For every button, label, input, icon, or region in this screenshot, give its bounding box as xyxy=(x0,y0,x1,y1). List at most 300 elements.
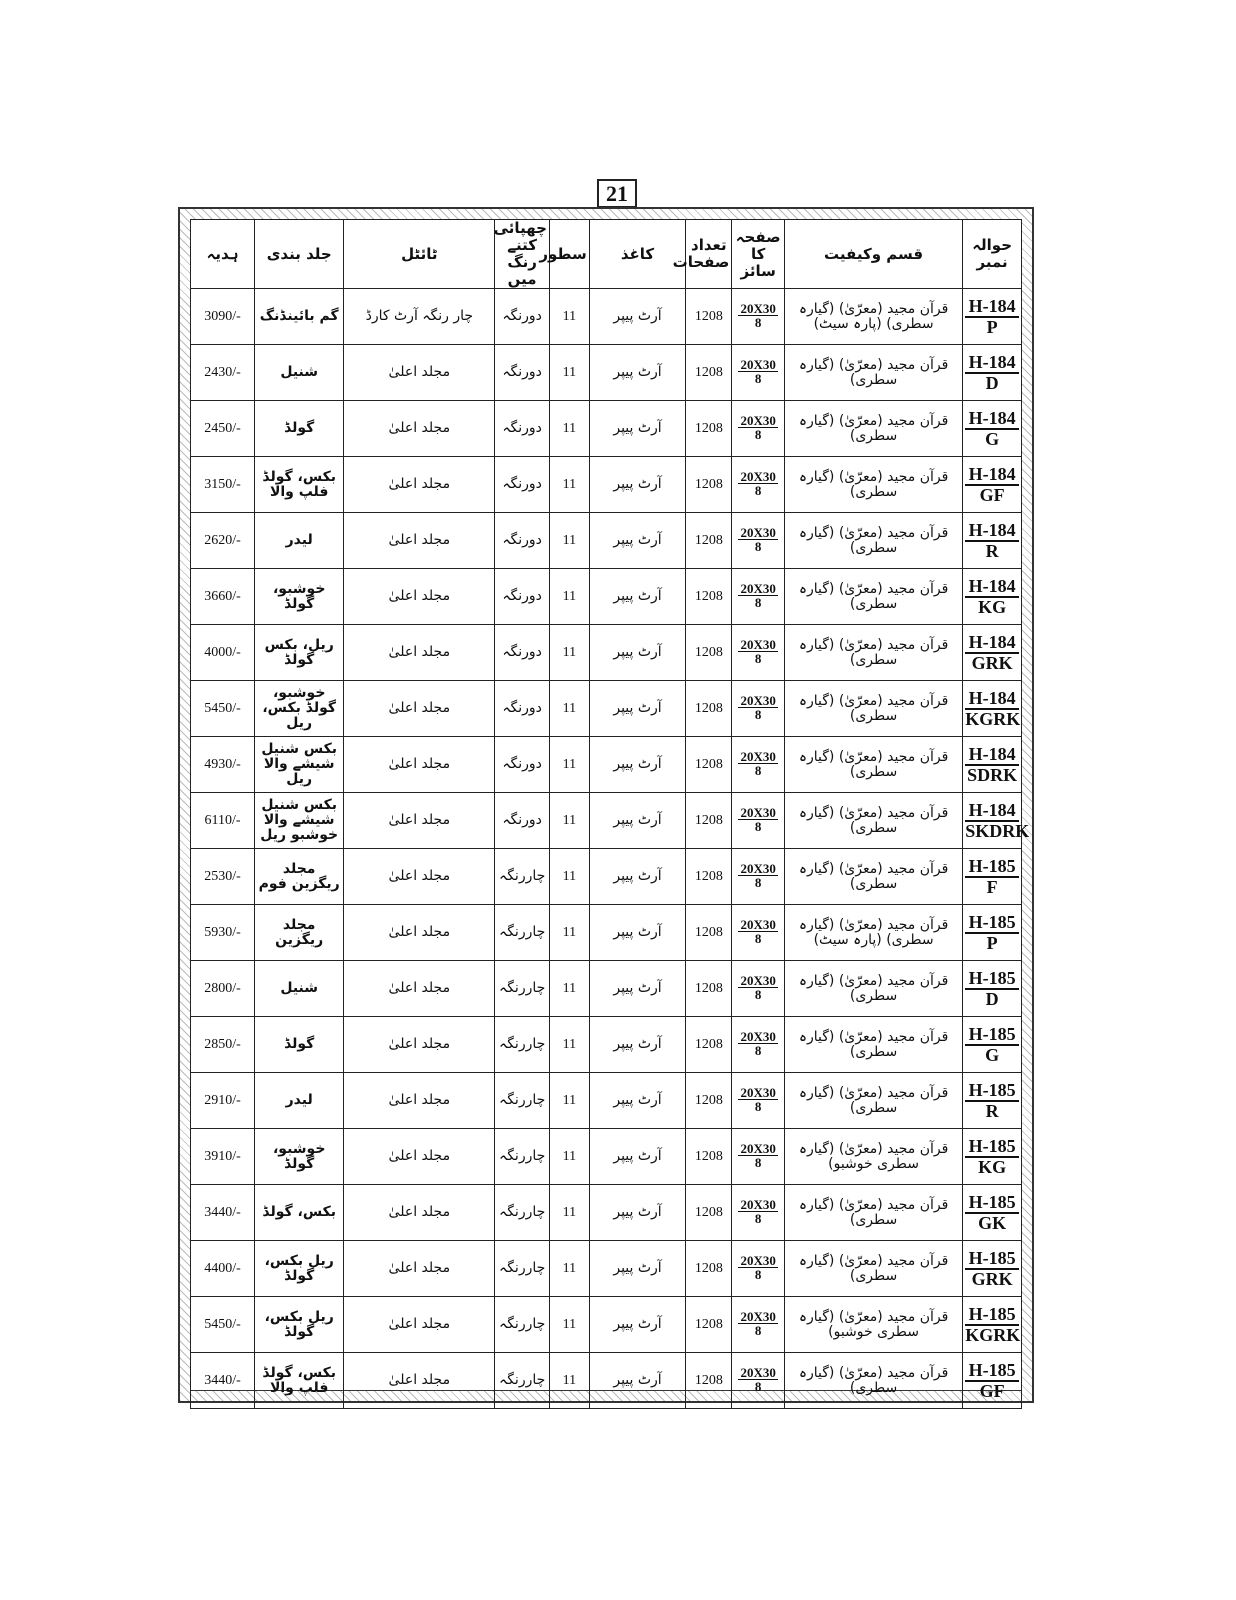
page-size-numerator: 20X30 xyxy=(740,357,776,372)
header-title: ٹائٹل xyxy=(344,220,495,289)
table-row xyxy=(191,1241,1022,1297)
page-count-cell: 1208 xyxy=(686,1073,732,1129)
decorative-border-frame xyxy=(178,207,1034,1403)
page-size-cell xyxy=(732,457,784,513)
title-cell: مجلد اعلیٰ xyxy=(344,681,495,737)
table-row xyxy=(191,1297,1022,1353)
ref-cell xyxy=(963,1241,1022,1297)
ref-code: D xyxy=(985,372,999,393)
binding-cell: گم بائینڈنگ xyxy=(255,289,344,345)
ref-cell xyxy=(963,1297,1022,1353)
description-cell xyxy=(784,625,962,681)
ref-code: KG xyxy=(978,596,1007,617)
ref-code: GF xyxy=(979,484,1005,505)
ref-code: G xyxy=(985,1044,1000,1065)
ref-code: P xyxy=(986,316,998,337)
ref-cell xyxy=(963,681,1022,737)
price-cell: 5930/- xyxy=(191,905,255,961)
page-size-denominator: 8 xyxy=(754,1211,762,1226)
ref-number: H-185 xyxy=(965,1361,1019,1382)
price-cell: 3090/- xyxy=(191,289,255,345)
ref-number: H-184 xyxy=(965,577,1019,598)
ref-number: H-184 xyxy=(965,745,1019,766)
page-size-denominator: 8 xyxy=(754,1379,762,1394)
title-cell: مجلد اعلیٰ xyxy=(344,625,495,681)
description-cell xyxy=(784,1073,962,1129)
binding-cell: لیدر xyxy=(255,513,344,569)
print-colors-cell: دورنگہ xyxy=(495,681,550,737)
lines-cell: 11 xyxy=(549,905,589,961)
price-cell: 4930/- xyxy=(191,737,255,793)
header-print-colors: چھپائی کتنے رنگ میں xyxy=(495,220,550,289)
paper-cell: آرٹ پیپر xyxy=(589,289,686,345)
ref-cell xyxy=(963,457,1022,513)
price-cell: 3150/- xyxy=(191,457,255,513)
paper-cell: آرٹ پیپر xyxy=(589,1073,686,1129)
binding-cell: ریل، بکس گولڈ xyxy=(255,625,344,681)
ref-code: KG xyxy=(978,1156,1007,1177)
ref-number: H-184 xyxy=(965,465,1019,486)
ref-cell xyxy=(963,513,1022,569)
ref-number: H-185 xyxy=(965,1081,1019,1102)
page-count-cell: 1208 xyxy=(686,289,732,345)
page-size-numerator: 20X30 xyxy=(740,749,776,764)
binding-cell: بکس، گولڈ فلپ والا xyxy=(255,457,344,513)
description-cell xyxy=(784,289,962,345)
binding-cell: گولڈ xyxy=(255,401,344,457)
paper-cell: آرٹ پیپر xyxy=(589,1241,686,1297)
price-cell: 2530/- xyxy=(191,849,255,905)
paper-cell: آرٹ پیپر xyxy=(589,345,686,401)
header-paper: کاغذ xyxy=(589,220,686,289)
page-size-numerator: 20X30 xyxy=(740,413,776,428)
table-row xyxy=(191,1017,1022,1073)
lines-cell: 11 xyxy=(549,681,589,737)
paper-cell: آرٹ پیپر xyxy=(589,1129,686,1185)
description-cell xyxy=(784,905,962,961)
ref-code: F xyxy=(986,876,998,897)
description-text: قرآن مجید (معرّیٰ) (گیارہ سطری) xyxy=(798,1252,949,1284)
lines-cell: 11 xyxy=(549,1185,589,1241)
description-cell xyxy=(784,849,962,905)
page-count-cell: 1208 xyxy=(686,625,732,681)
ref-cell xyxy=(963,1129,1022,1185)
page-size-denominator: 8 xyxy=(754,1155,762,1170)
page-size-denominator: 8 xyxy=(754,651,762,666)
binding-cell: خوشبو، گولڈ xyxy=(255,1129,344,1185)
ref-number: H-185 xyxy=(965,969,1019,990)
description-cell xyxy=(784,1297,962,1353)
lines-cell: 11 xyxy=(549,1073,589,1129)
price-cell: 5450/- xyxy=(191,1297,255,1353)
ref-code: R xyxy=(985,1100,999,1121)
ref-cell xyxy=(963,793,1030,849)
description-text: قرآن مجید (معرّیٰ) (گیارہ سطری) xyxy=(798,1028,949,1060)
description-cell xyxy=(784,681,962,737)
price-cell: 2620/- xyxy=(191,513,255,569)
description-cell xyxy=(784,1241,962,1297)
price-cell: 3440/- xyxy=(191,1185,255,1241)
page-size-cell xyxy=(732,961,784,1017)
print-colors-cell: دورنگہ xyxy=(495,289,550,345)
ref-number: H-185 xyxy=(965,913,1019,934)
lines-cell: 11 xyxy=(549,345,589,401)
description-cell xyxy=(784,1129,962,1185)
page-size-cell xyxy=(732,1129,784,1185)
binding-cell: لیدر xyxy=(255,1073,344,1129)
ref-code: G xyxy=(985,428,1000,449)
print-colors-cell: دورنگہ xyxy=(495,345,550,401)
page-size-numerator: 20X30 xyxy=(740,581,776,596)
binding-cell: خوشبو، گولڈ بکس، ریل xyxy=(255,681,344,737)
table-row xyxy=(191,849,1022,905)
ref-cell xyxy=(963,401,1022,457)
page-size-numerator: 20X30 xyxy=(740,1253,776,1268)
description-text: قرآن مجید (معرّیٰ) (گیارہ سطری) xyxy=(798,972,949,1004)
ref-number: H-184 xyxy=(965,689,1019,710)
print-colors-cell: چاررنگہ xyxy=(495,849,550,905)
title-cell: مجلد اعلیٰ xyxy=(344,961,495,1017)
binding-cell: ریل بکس، گولڈ xyxy=(255,1241,344,1297)
title-cell: مجلد اعلیٰ xyxy=(344,569,495,625)
description-text: قرآن مجید (معرّیٰ) (گیارہ سطری) (پارہ سیٹ) xyxy=(798,300,949,332)
title-cell: مجلد اعلیٰ xyxy=(344,1297,495,1353)
print-colors-cell: چاررنگہ xyxy=(495,1185,550,1241)
price-cell: 2850/- xyxy=(191,1017,255,1073)
price-table xyxy=(190,219,1030,1409)
title-cell: مجلد اعلیٰ xyxy=(344,905,495,961)
page-size-cell xyxy=(732,625,784,681)
lines-cell: 11 xyxy=(549,1017,589,1073)
print-colors-cell: دورنگہ xyxy=(495,793,550,849)
description-cell xyxy=(784,401,962,457)
header-price: ہدیہ xyxy=(191,220,255,289)
page-count-cell: 1208 xyxy=(686,793,732,849)
binding-cell: شنیل xyxy=(255,345,344,401)
paper-cell: آرٹ پیپر xyxy=(589,1353,686,1409)
page-size-denominator: 8 xyxy=(754,1323,762,1338)
description-text: قرآن مجید (معرّیٰ) (گیارہ سطری) xyxy=(798,1196,949,1228)
description-cell xyxy=(784,1353,962,1409)
title-cell: مجلد اعلیٰ xyxy=(344,1185,495,1241)
ref-code: GRK xyxy=(971,1268,1013,1289)
table-row xyxy=(191,289,1022,345)
print-colors-cell: دورنگہ xyxy=(495,401,550,457)
paper-cell: آرٹ پیپر xyxy=(589,737,686,793)
header-page-size: صفحہ کا سائز xyxy=(732,220,784,289)
page-size-numerator: 20X30 xyxy=(740,973,776,988)
lines-cell: 11 xyxy=(549,1353,589,1409)
paper-cell: آرٹ پیپر xyxy=(589,905,686,961)
description-text: قرآن مجید (معرّیٰ) (گیارہ سطری خوشبو) xyxy=(798,1308,949,1340)
page-size-cell xyxy=(732,1297,784,1353)
page-size-cell xyxy=(732,1185,784,1241)
header-page-count: تعداد صفحات xyxy=(686,220,732,289)
ref-number: H-185 xyxy=(965,1305,1019,1326)
print-colors-cell: چاررنگہ xyxy=(495,905,550,961)
ref-number: H-185 xyxy=(965,1025,1019,1046)
ref-code: D xyxy=(985,988,999,1009)
ref-cell xyxy=(963,625,1022,681)
ref-code: R xyxy=(985,540,999,561)
table-row xyxy=(191,905,1022,961)
paper-cell: آرٹ پیپر xyxy=(589,401,686,457)
binding-cell: مجلد ریگزین xyxy=(255,905,344,961)
page-size-numerator: 20X30 xyxy=(740,1197,776,1212)
page-size-numerator: 20X30 xyxy=(740,1141,776,1156)
description-cell xyxy=(784,569,962,625)
title-cell: مجلد اعلیٰ xyxy=(344,1129,495,1185)
title-cell: مجلد اعلیٰ xyxy=(344,345,495,401)
binding-cell: مجلد ریگزین فوم xyxy=(255,849,344,905)
binding-cell: شنیل xyxy=(255,961,344,1017)
ref-cell xyxy=(963,1017,1022,1073)
page-size-denominator: 8 xyxy=(754,1043,762,1058)
description-text: قرآن مجید (معرّیٰ) (گیارہ سطری) xyxy=(798,804,949,836)
ref-code: P xyxy=(986,932,998,953)
page-size-cell xyxy=(732,1241,784,1297)
print-colors-cell: چاررنگہ xyxy=(495,1017,550,1073)
page-size-cell xyxy=(732,681,784,737)
price-cell: 3660/- xyxy=(191,569,255,625)
table-row xyxy=(191,1185,1022,1241)
title-cell: چار رنگہ آرٹ کارڈ xyxy=(344,289,495,345)
ref-code: KGRK xyxy=(965,1324,1021,1345)
table-row xyxy=(191,961,1022,1017)
print-colors-cell: چاررنگہ xyxy=(495,1129,550,1185)
ref-code: KGRK xyxy=(965,708,1021,729)
ref-cell xyxy=(963,289,1022,345)
print-colors-cell: چاررنگہ xyxy=(495,961,550,1017)
title-cell: مجلد اعلیٰ xyxy=(344,849,495,905)
page-size-numerator: 20X30 xyxy=(740,1029,776,1044)
ref-number: H-184 xyxy=(965,801,1019,822)
table-row xyxy=(191,401,1022,457)
page-count-cell: 1208 xyxy=(686,737,732,793)
page-size-denominator: 8 xyxy=(754,1267,762,1282)
binding-cell: بکس، گولڈ xyxy=(255,1185,344,1241)
price-cell: 6110/- xyxy=(191,793,255,849)
binding-cell: گولڈ xyxy=(255,1017,344,1073)
ref-number: H-184 xyxy=(965,297,1019,318)
page-size-cell xyxy=(732,1353,784,1409)
price-cell: 3910/- xyxy=(191,1129,255,1185)
description-text: قرآن مجید (معرّیٰ) (گیارہ سطری) xyxy=(798,860,949,892)
page-count-cell: 1208 xyxy=(686,345,732,401)
print-colors-cell: دورنگہ xyxy=(495,737,550,793)
lines-cell: 11 xyxy=(549,1129,589,1185)
ref-number: H-184 xyxy=(965,409,1019,430)
ref-number: H-184 xyxy=(965,521,1019,542)
paper-cell: آرٹ پیپر xyxy=(589,1297,686,1353)
page-size-numerator: 20X30 xyxy=(740,1365,776,1380)
price-cell: 5450/- xyxy=(191,681,255,737)
ref-code: GF xyxy=(979,1380,1005,1401)
description-text: قرآن مجید (معرّیٰ) (گیارہ سطری خوشبو) xyxy=(798,1140,949,1172)
paper-cell: آرٹ پیپر xyxy=(589,961,686,1017)
page-size-numerator: 20X30 xyxy=(740,637,776,652)
description-text: قرآن مجید (معرّیٰ) (گیارہ سطری) xyxy=(798,524,949,556)
page-size-denominator: 8 xyxy=(754,931,762,946)
print-colors-cell: دورنگہ xyxy=(495,569,550,625)
lines-cell: 11 xyxy=(549,569,589,625)
ref-cell xyxy=(963,1185,1022,1241)
page-size-denominator: 8 xyxy=(754,595,762,610)
page-size-denominator: 8 xyxy=(754,987,762,1002)
price-cell: 3440/- xyxy=(191,1353,255,1409)
table-row xyxy=(191,1073,1022,1129)
print-colors-cell: چاررنگہ xyxy=(495,1297,550,1353)
binding-cell: بکس شنیل شیشے والا خوشبو ریل xyxy=(255,793,344,849)
paper-cell: آرٹ پیپر xyxy=(589,793,686,849)
ref-cell xyxy=(963,849,1022,905)
description-text: قرآن مجید (معرّیٰ) (گیارہ سطری) (پارہ سیٹ) xyxy=(798,916,949,948)
page-size-numerator: 20X30 xyxy=(740,693,776,708)
page-count-cell: 1208 xyxy=(686,905,732,961)
title-cell: مجلد اعلیٰ xyxy=(344,457,495,513)
ref-number: H-185 xyxy=(965,1193,1019,1214)
paper-cell: آرٹ پیپر xyxy=(589,1017,686,1073)
lines-cell: 11 xyxy=(549,289,589,345)
print-colors-cell: دورنگہ xyxy=(495,457,550,513)
page-size-denominator: 8 xyxy=(754,539,762,554)
page-size-cell xyxy=(732,1073,784,1129)
page-size-cell xyxy=(732,905,784,961)
table-row xyxy=(191,1353,1022,1409)
ref-cell xyxy=(963,905,1022,961)
page-count-cell: 1208 xyxy=(686,1297,732,1353)
page-size-cell xyxy=(732,289,784,345)
description-text: قرآن مجید (معرّیٰ) (گیارہ سطری) xyxy=(798,356,949,388)
ref-number: H-185 xyxy=(965,1137,1019,1158)
print-colors-cell: چاررنگہ xyxy=(495,1241,550,1297)
page-size-denominator: 8 xyxy=(754,819,762,834)
page-count-cell: 1208 xyxy=(686,1353,732,1409)
table-row xyxy=(191,1129,1022,1185)
page-count-cell: 1208 xyxy=(686,1017,732,1073)
page-count-cell: 1208 xyxy=(686,513,732,569)
description-text: قرآن مجید (معرّیٰ) (گیارہ سطری) xyxy=(798,468,949,500)
page-size-cell xyxy=(732,1017,784,1073)
table-row xyxy=(191,345,1022,401)
lines-cell: 11 xyxy=(549,961,589,1017)
table-row xyxy=(191,681,1022,737)
paper-cell: آرٹ پیپر xyxy=(589,513,686,569)
description-text: قرآن مجید (معرّیٰ) (گیارہ سطری) xyxy=(798,1364,949,1396)
page-size-cell xyxy=(732,401,784,457)
page-count-cell: 1208 xyxy=(686,457,732,513)
table-row xyxy=(191,793,1022,849)
page-size-cell xyxy=(732,793,784,849)
ref-cell xyxy=(963,961,1022,1017)
page-size-numerator: 20X30 xyxy=(740,861,776,876)
ref-code: SKDRK xyxy=(965,820,1030,841)
description-text: قرآن مجید (معرّیٰ) (گیارہ سطری) xyxy=(798,1084,949,1116)
page-size-denominator: 8 xyxy=(754,1099,762,1114)
page-count-cell: 1208 xyxy=(686,401,732,457)
ref-code: GRK xyxy=(971,652,1013,673)
page-size-denominator: 8 xyxy=(754,427,762,442)
lines-cell: 11 xyxy=(549,849,589,905)
description-cell xyxy=(784,513,962,569)
title-cell: مجلد اعلیٰ xyxy=(344,513,495,569)
binding-cell: خوشبو، گولڈ xyxy=(255,569,344,625)
lines-cell: 11 xyxy=(549,625,589,681)
page-size-cell xyxy=(732,737,784,793)
ref-number: H-184 xyxy=(965,633,1019,654)
page-count-cell: 1208 xyxy=(686,961,732,1017)
paper-cell: آرٹ پیپر xyxy=(589,1185,686,1241)
lines-cell: 11 xyxy=(549,737,589,793)
paper-cell: آرٹ پیپر xyxy=(589,849,686,905)
paper-cell: آرٹ پیپر xyxy=(589,681,686,737)
ref-number: H-185 xyxy=(965,1249,1019,1270)
table-row xyxy=(191,737,1022,793)
price-cell: 4400/- xyxy=(191,1241,255,1297)
lines-cell: 11 xyxy=(549,1241,589,1297)
description-cell xyxy=(784,793,962,849)
ref-cell xyxy=(963,1073,1022,1129)
page-count-cell: 1208 xyxy=(686,569,732,625)
title-cell: مجلد اعلیٰ xyxy=(344,737,495,793)
lines-cell: 11 xyxy=(549,1297,589,1353)
title-cell: مجلد اعلیٰ xyxy=(344,1017,495,1073)
header-binding: جلد بندی xyxy=(255,220,344,289)
description-cell xyxy=(784,1017,962,1073)
price-cell: 2910/- xyxy=(191,1073,255,1129)
title-cell: مجلد اعلیٰ xyxy=(344,1073,495,1129)
print-colors-cell: چاررنگہ xyxy=(495,1073,550,1129)
page-size-denominator: 8 xyxy=(754,315,762,330)
page-count-cell: 1208 xyxy=(686,849,732,905)
description-cell xyxy=(784,457,962,513)
price-cell: 2430/- xyxy=(191,345,255,401)
ref-code: SDRK xyxy=(967,764,1018,785)
ref-number: H-185 xyxy=(965,857,1019,878)
page-size-denominator: 8 xyxy=(754,483,762,498)
table-row xyxy=(191,513,1022,569)
page-size-numerator: 20X30 xyxy=(740,525,776,540)
page-size-numerator: 20X30 xyxy=(740,917,776,932)
print-colors-cell: دورنگہ xyxy=(495,513,550,569)
paper-cell: آرٹ پیپر xyxy=(589,569,686,625)
lines-cell: 11 xyxy=(549,457,589,513)
page-size-numerator: 20X30 xyxy=(740,1085,776,1100)
description-text: قرآن مجید (معرّیٰ) (گیارہ سطری) xyxy=(798,636,949,668)
ref-code: GK xyxy=(978,1212,1007,1233)
print-colors-cell: چاررنگہ xyxy=(495,1353,550,1409)
binding-cell: بکس شنیل شیشے والا ریل xyxy=(255,737,344,793)
description-text: قرآن مجید (معرّیٰ) (گیارہ سطری) xyxy=(798,748,949,780)
header-lines: سطور xyxy=(549,220,589,289)
title-cell: مجلد اعلیٰ xyxy=(344,1353,495,1409)
description-text: قرآن مجید (معرّیٰ) (گیارہ سطری) xyxy=(798,412,949,444)
header-description: قسم وکیفیت xyxy=(784,220,962,289)
table-header-row xyxy=(191,220,1022,289)
page-size-cell xyxy=(732,345,784,401)
lines-cell: 11 xyxy=(549,793,589,849)
ref-cell xyxy=(963,1353,1022,1409)
table-row xyxy=(191,457,1022,513)
description-text: قرآن مجید (معرّیٰ) (گیارہ سطری) xyxy=(798,692,949,724)
header-ref: حوالہ نمبر xyxy=(963,220,1022,289)
page-number: 21 xyxy=(597,179,637,208)
description-cell xyxy=(784,345,962,401)
lines-cell: 11 xyxy=(549,401,589,457)
table-row xyxy=(191,569,1022,625)
lines-cell: 11 xyxy=(549,513,589,569)
page-count-cell: 1208 xyxy=(686,1129,732,1185)
